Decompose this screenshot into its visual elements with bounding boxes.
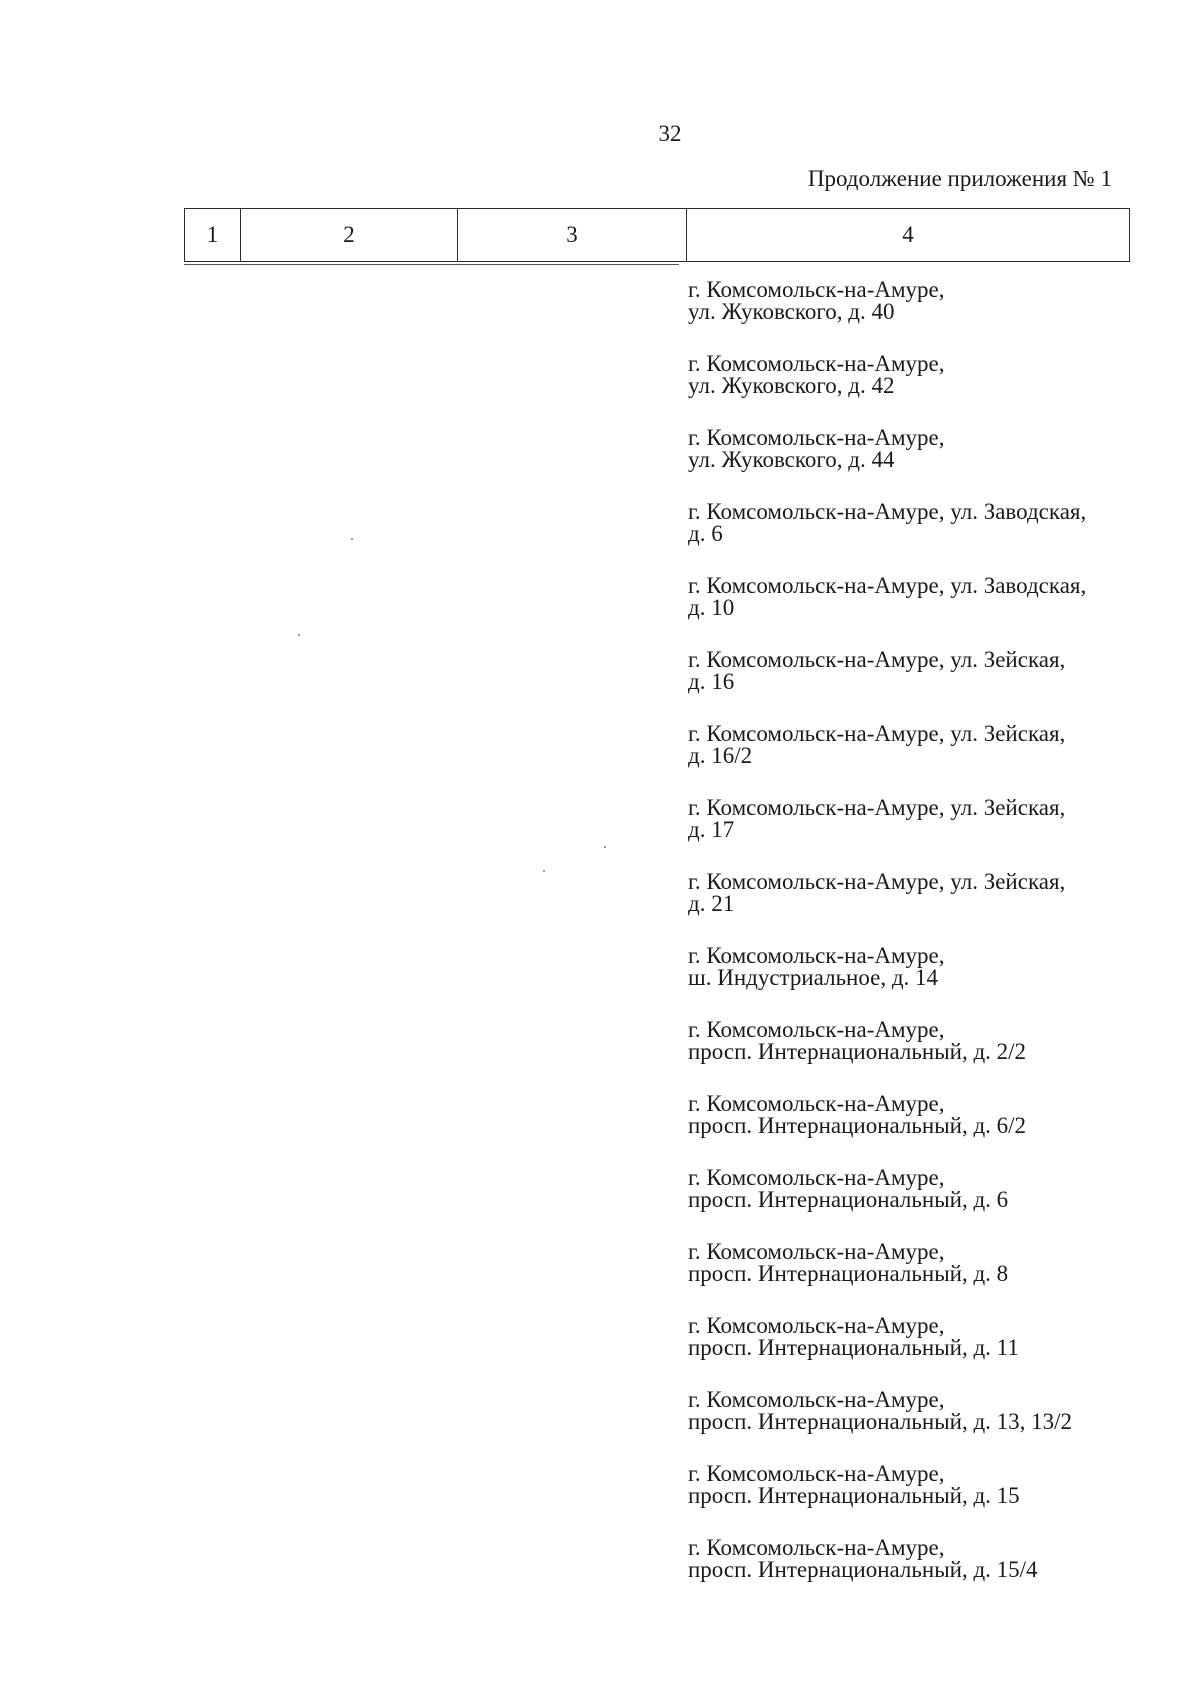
address-item — [688, 353, 1138, 427]
address-line-2: просп. Интернациональный, д. 2/2 — [688, 1039, 1027, 1064]
address-line-1: г. Комсомольск-на-Амуре, ул. Зейская, — [688, 721, 1066, 746]
address-line-1: г. Комсомольск-на-Амуре, — [688, 1165, 945, 1190]
header-cell-3: 3 — [458, 209, 687, 262]
address-item — [688, 723, 1138, 797]
address-line-1: г. Комсомольск-на-Амуре, — [688, 277, 945, 302]
table-underline-rule — [184, 264, 679, 265]
address-item — [688, 1241, 1138, 1315]
scan-speck — [351, 538, 353, 540]
address-item — [688, 871, 1138, 945]
address-line-1: г. Комсомольск-на-Амуре, — [688, 1535, 945, 1560]
page-number: 32 — [658, 121, 682, 146]
address-line-2: ул. Жуковского, д. 44 — [688, 447, 895, 472]
address-line-2: просп. Интернациональный, д. 6/2 — [688, 1113, 1027, 1138]
address-line-2: просп. Интернациональный, д. 6 — [688, 1187, 1009, 1212]
column-header-table — [184, 208, 1130, 262]
address-line-2: просп. Интернациональный, д. 8 — [688, 1261, 1009, 1286]
address-line-1: г. Комсомольск-на-Амуре, — [688, 425, 945, 450]
address-item — [688, 1019, 1138, 1093]
address-item — [688, 501, 1138, 575]
address-line-1: г. Комсомольск-на-Амуре, ул. Зейская, — [688, 647, 1066, 672]
address-line-2: ул. Жуковского, д. 42 — [688, 373, 895, 398]
address-line-2: ш. Индустриальное, д. 14 — [688, 965, 939, 990]
header-row — [185, 209, 1130, 262]
address-item — [688, 1463, 1138, 1537]
address-line-2: просп. Интернациональный, д. 11 — [688, 1335, 1019, 1360]
scan-speck — [604, 846, 606, 848]
address-item — [688, 797, 1138, 871]
address-line-1: г. Комсомольск-на-Амуре, ул. Зейская, — [688, 795, 1066, 820]
address-line-1: г. Комсомольск-на-Амуре, — [688, 1091, 945, 1116]
address-line-1: г. Комсомольск-на-Амуре, — [688, 1239, 945, 1264]
address-line-1: г. Комсомольск-на-Амуре, — [688, 1017, 945, 1042]
address-item — [688, 1315, 1138, 1389]
address-line-2: просп. Интернациональный, д. 15 — [688, 1483, 1020, 1508]
address-item — [688, 1093, 1138, 1167]
scan-speck — [543, 870, 545, 872]
address-line-1: г. Комсомольск-на-Амуре, — [688, 943, 945, 968]
address-line-2: просп. Интернациональный, д. 15/4 — [688, 1557, 1038, 1582]
address-item — [688, 1389, 1138, 1463]
address-item — [688, 575, 1138, 649]
address-line-2: просп. Интернациональный, д. 13, 13/2 — [688, 1409, 1073, 1434]
address-list — [688, 279, 1138, 1611]
header-cell-1: 1 — [185, 209, 241, 262]
continuation-label: Продолжение приложения № 1 — [807, 166, 1112, 191]
header-cell-2: 2 — [241, 209, 458, 262]
address-line-2: д. 17 — [688, 817, 735, 842]
address-line-2: д. 16 — [688, 669, 735, 694]
address-line-1: г. Комсомольск-на-Амуре, ул. Зейская, — [688, 869, 1066, 894]
address-line-2: д. 21 — [688, 891, 735, 916]
address-line-1: г. Комсомольск-на-Амуре, — [688, 1387, 945, 1412]
address-item — [688, 1167, 1138, 1241]
address-item — [688, 649, 1138, 723]
address-line-1: г. Комсомольск-на-Амуре, ул. Заводская, — [688, 499, 1087, 524]
header-cell-4: 4 — [687, 209, 1130, 262]
address-line-2: ул. Жуковского, д. 40 — [688, 299, 895, 324]
address-item — [688, 1537, 1138, 1611]
address-item — [688, 945, 1138, 1019]
address-line-1: г. Комсомольск-на-Амуре, ул. Заводская, — [688, 573, 1087, 598]
address-line-1: г. Комсомольск-на-Амуре, — [688, 1461, 945, 1486]
address-item — [688, 427, 1138, 501]
scan-speck — [298, 634, 300, 636]
address-line-2: д. 10 — [688, 595, 735, 620]
address-line-1: г. Комсомольск-на-Амуре, — [688, 1313, 945, 1338]
address-item — [688, 279, 1138, 353]
address-line-1: г. Комсомольск-на-Амуре, — [688, 351, 945, 376]
address-line-2: д. 6 — [688, 521, 723, 546]
address-line-2: д. 16/2 — [688, 743, 753, 768]
